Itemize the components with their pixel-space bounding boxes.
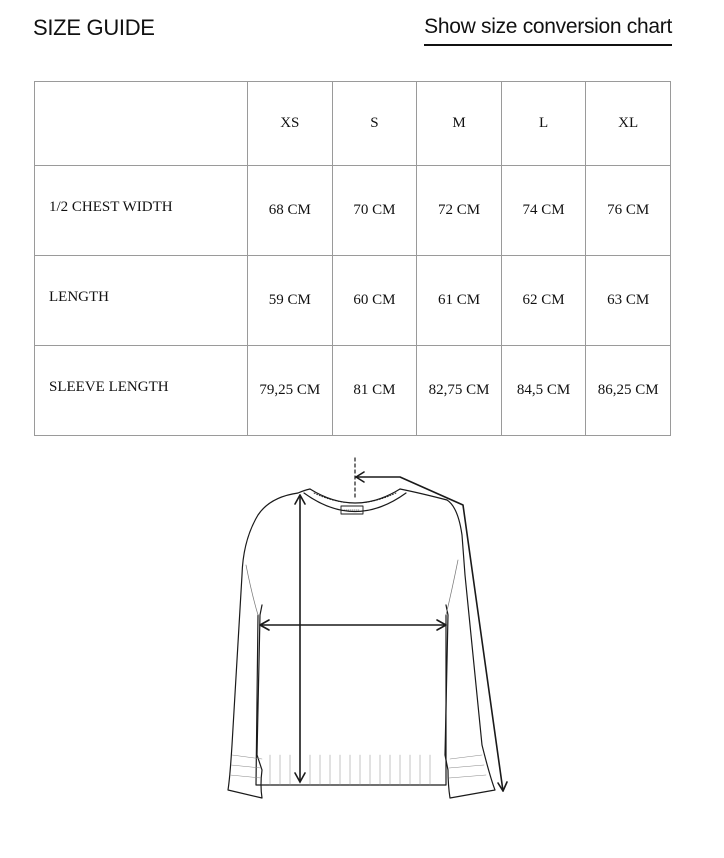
row-label-length: LENGTH: [35, 256, 248, 346]
size-conversion-link[interactable]: Show size conversion chart: [424, 15, 672, 46]
size-header-xs: XS: [248, 82, 333, 166]
table-row: [35, 256, 671, 346]
table-cell: 74 CM: [501, 166, 586, 256]
table-cell: 81 CM: [332, 346, 417, 436]
table-cell: 60 CM: [332, 256, 417, 346]
size-header-m: M: [417, 82, 502, 166]
table-cell: 79,25 CM: [248, 346, 333, 436]
row-label-chest-width: 1/2 CHEST WIDTH: [35, 166, 248, 256]
size-header-xl: XL: [586, 82, 671, 166]
sleeve-length-arrow: [356, 472, 507, 791]
size-table: [34, 81, 671, 436]
table-cell: 68 CM: [248, 166, 333, 256]
sweater-torso-outline: [256, 615, 446, 785]
sweater-measurement-diagram: [210, 455, 510, 805]
page-title: SIZE GUIDE: [33, 15, 155, 40]
table-cell: 72 CM: [417, 166, 502, 256]
size-header-s: S: [332, 82, 417, 166]
chest-width-arrow: [260, 620, 446, 630]
sweater-body-outline: [228, 493, 495, 798]
row-label-sleeve-length: SLEEVE LENGTH: [35, 346, 248, 436]
size-header-l: L: [501, 82, 586, 166]
corner-cell: [35, 82, 248, 166]
table-cell: 84,5 CM: [501, 346, 586, 436]
header: [0, 0, 724, 60]
table-row: [35, 166, 671, 256]
size-header-row: [35, 82, 671, 166]
table-cell: 76 CM: [586, 166, 671, 256]
table-cell: 61 CM: [417, 256, 502, 346]
table-cell: 63 CM: [586, 256, 671, 346]
table-cell: 59 CM: [248, 256, 333, 346]
length-arrow: [295, 495, 305, 782]
sweater-armhole-seam: [246, 560, 458, 615]
table-cell: 70 CM: [332, 166, 417, 256]
sweater-collar: [304, 489, 406, 512]
table-cell: 86,25 CM: [586, 346, 671, 436]
table-cell: 62 CM: [501, 256, 586, 346]
table-cell: 82,75 CM: [417, 346, 502, 436]
table-row: [35, 346, 671, 436]
